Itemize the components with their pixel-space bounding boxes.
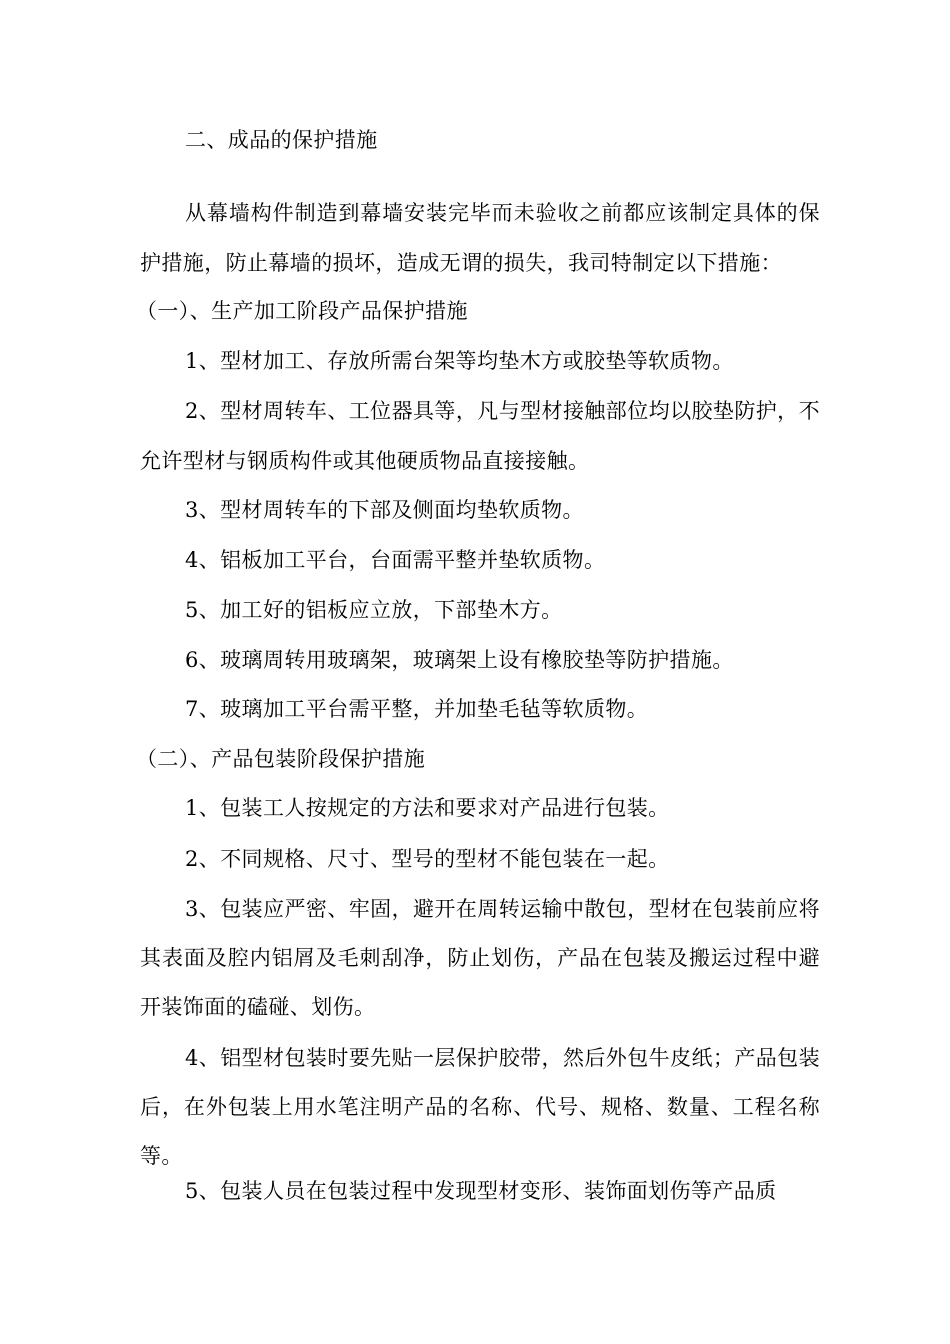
section-title: 二、成品的保护措施 (185, 128, 378, 152)
subsection-heading: （二）、产品包装阶段保护措施 (136, 747, 426, 771)
list-item: 5、加工好的铝板应立放，下部垫木方。 (185, 598, 563, 622)
list-item-continuation: 等。 (140, 1144, 183, 1168)
list-item: 2、型材周转车、工位器具等，凡与型材接触部位均以胶垫防护，不 (185, 399, 820, 423)
list-item: 4、铝板加工平台，台面需平整并垫软质物。 (185, 548, 606, 572)
intro-paragraph-line: 从幕墙构件制造到幕墙安装完毕而未验收之前都应该制定具体的保 (185, 201, 820, 225)
list-item: 1、型材加工、存放所需台架等均垫木方或胶垫等软质物。 (185, 349, 734, 373)
subsection-heading: （一）、生产加工阶段产品保护措施 (136, 299, 468, 323)
list-item: 4、铝型材包装时要先贴一层保护胶带，然后外包牛皮纸；产品包装 (185, 1046, 820, 1070)
intro-paragraph-line: 护措施，防止幕墙的损坏，造成无谓的损失，我司特制定以下措施： (140, 251, 782, 275)
list-item: 3、型材周转车的下部及侧面均垫软质物。 (185, 498, 584, 522)
list-item: 3、包装应严密、牢固，避开在周转运输中散包，型材在包装前应将 (185, 897, 820, 921)
list-item: 7、玻璃加工平台需平整，并加垫毛毡等软质物。 (185, 697, 649, 721)
list-item: 6、玻璃周转用玻璃架，玻璃架上设有橡胶垫等防护措施。 (185, 648, 734, 672)
list-item-continuation: 开装饰面的磕碰、划伤。 (140, 995, 376, 1019)
list-item: 2、不同规格、尺寸、型号的型材不能包装在一起。 (185, 847, 670, 871)
list-item: 1、包装工人按规定的方法和要求对产品进行包装。 (185, 796, 670, 820)
list-item-continuation: 后，在外包装上用水笔注明产品的名称、代号、规格、数量、工程名称 (140, 1095, 820, 1119)
list-item-continuation: 允许型材与钢质构件或其他硬质物品直接接触。 (140, 449, 590, 473)
list-item: 5、包装人员在包装过程中发现型材变形、装饰面划伤等产品质 (185, 1179, 777, 1203)
list-item-continuation: 其表面及腔内铝屑及毛刺刮净，防止划伤，产品在包装及搬运过程中避 (140, 946, 820, 970)
